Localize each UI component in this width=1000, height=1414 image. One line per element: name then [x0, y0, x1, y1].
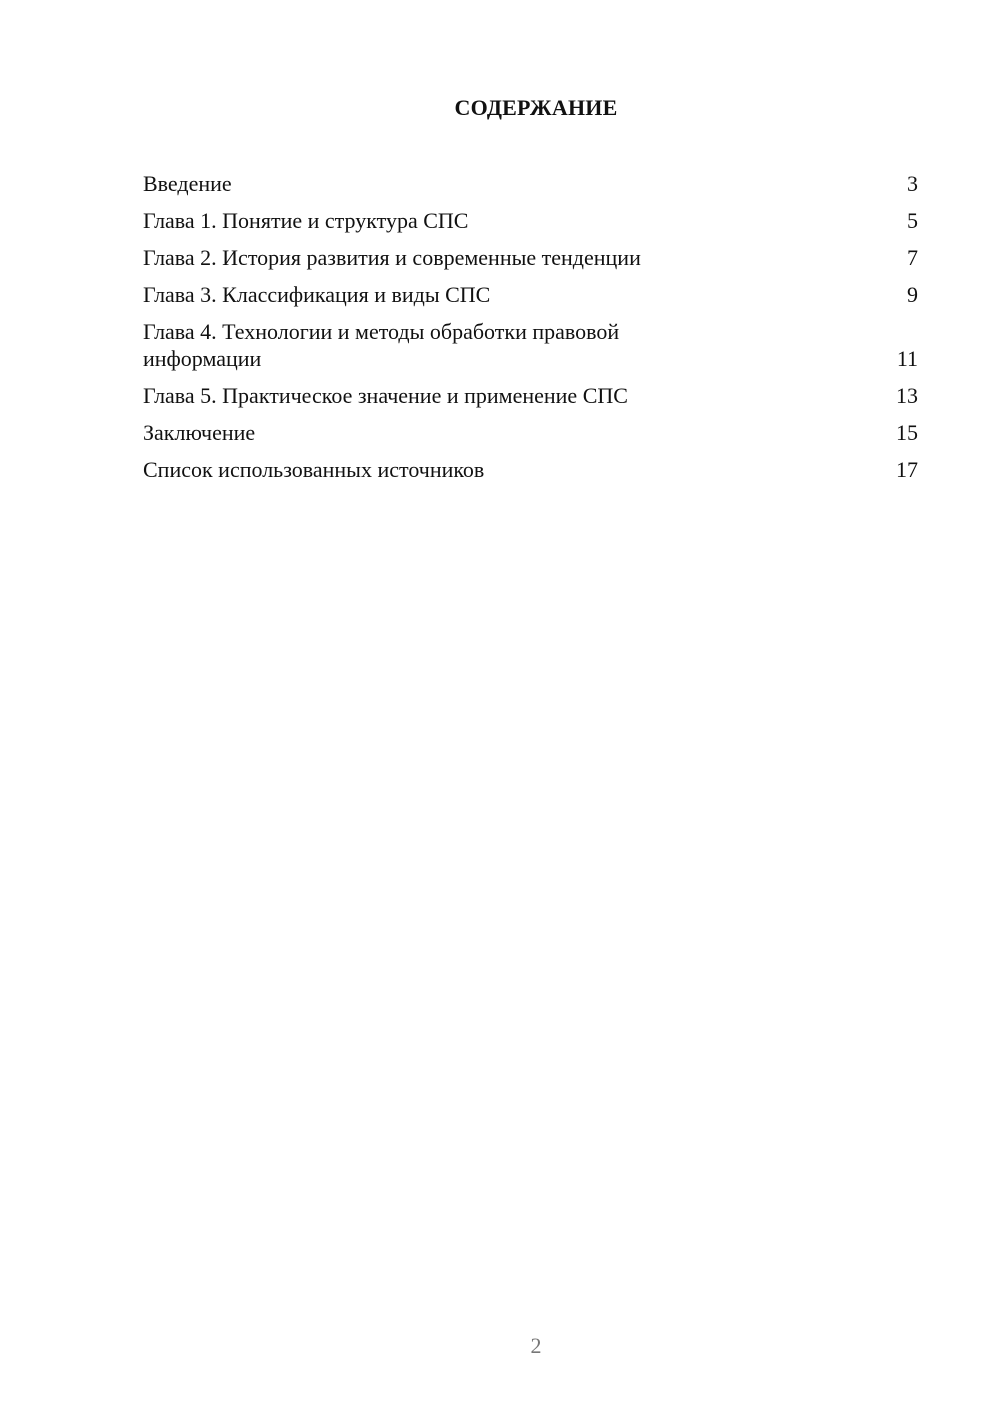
toc-entry	[143, 419, 918, 446]
toc-entry-label: Глава 4. Технологии и методы обработки правовой информации	[143, 319, 620, 371]
toc-entry	[143, 382, 918, 409]
toc-entry-page: 5	[907, 208, 918, 233]
toc-entry	[143, 170, 918, 197]
toc-entry-label: Список использованных источников	[143, 457, 485, 482]
toc-entry-label: Глава 3. Классификация и виды СПС	[143, 282, 491, 307]
toc-entry-page: 17	[896, 457, 918, 482]
toc-entry-label: Заключение	[143, 420, 256, 445]
toc-entry-label: Глава 5. Практическое значение и применение СПС	[143, 383, 628, 408]
page-title: СОДЕРЖАНИЕ	[454, 95, 618, 120]
toc-entry	[143, 456, 918, 483]
page-number: 2	[530, 1333, 542, 1358]
toc-entry-page: 13	[896, 383, 918, 408]
toc-entry-label: Глава 1. Понятие и структура СПС	[143, 208, 469, 233]
toc-entry	[143, 318, 918, 372]
toc-entry-label: Глава 2. История развития и современные тенденции	[143, 245, 641, 270]
toc-entry-page: 15	[896, 420, 918, 445]
toc-entry-label: Введение	[143, 171, 232, 196]
toc-entry-page: 7	[907, 245, 918, 270]
toc-entry-page: 9	[907, 282, 918, 307]
toc-entry	[143, 281, 918, 308]
table-of-contents	[143, 170, 918, 493]
toc-entry-page: 11	[896, 346, 918, 371]
toc-entry-page: 3	[907, 171, 918, 196]
toc-entry	[143, 244, 918, 271]
toc-entry	[143, 207, 918, 234]
